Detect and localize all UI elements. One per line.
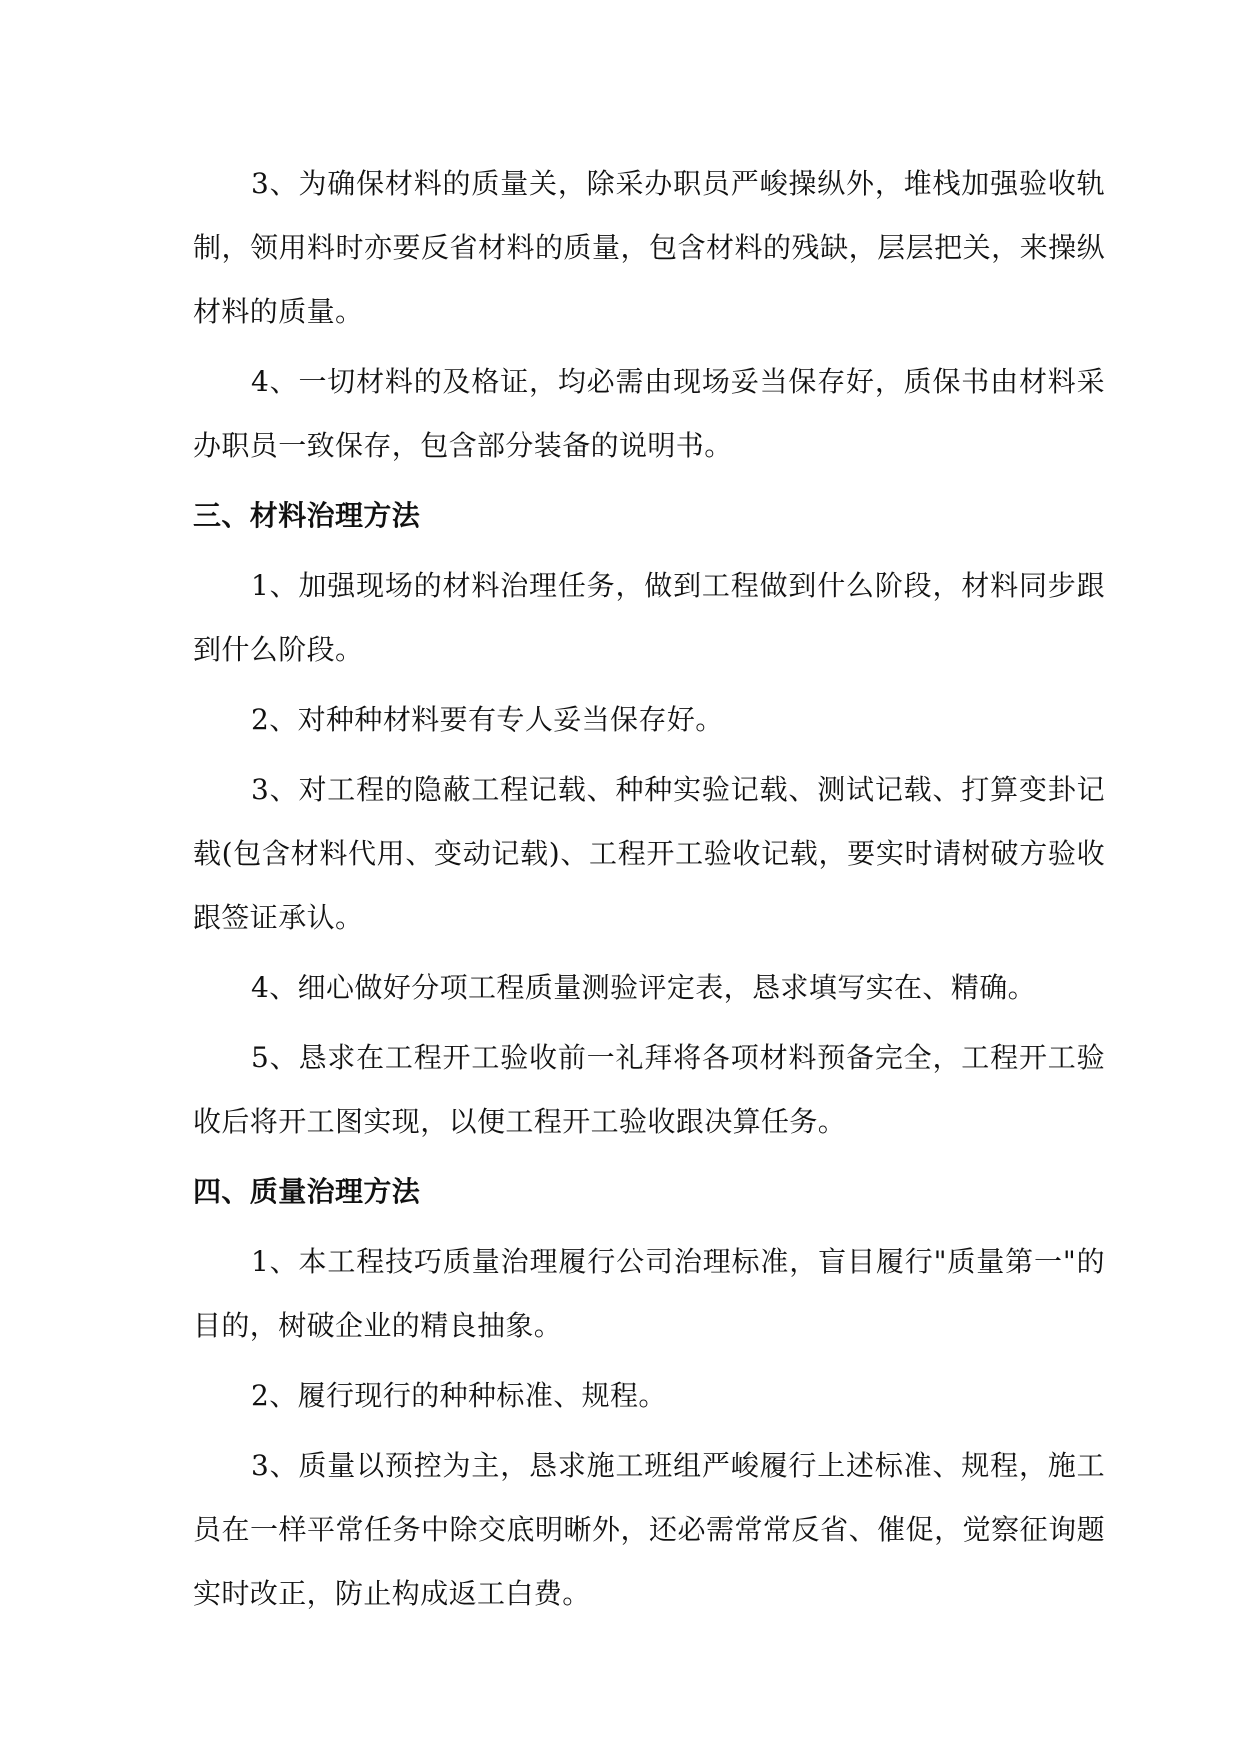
paragraph-acceptance-preparation: 5、恳求在工程开工验收前一礼拜将各项材料预备完全，工程开工验收后将开工图实现，以便工程开工验收跟决算任务。 — [193, 1041, 1105, 1138]
section-heading-material-management: 三、材料治理方法 — [193, 499, 421, 532]
paragraph-site-material-management: 1、加强现场的材料治理任务，做到工程做到什么阶段，材料同步跟到什么阶段。 — [193, 569, 1105, 666]
section-heading-quality-management: 四、质量治理方法 — [193, 1175, 421, 1208]
document-body — [193, 152, 1105, 1632]
paragraph-current-standards: 2、履行现行的种种标准、规程。 — [251, 1379, 667, 1412]
paragraph-dedicated-custody: 2、对种种材料要有专人妥当保存好。 — [251, 703, 724, 736]
paragraph-quality-evaluation-form: 4、细心做好分项工程质量测验评定表，恳求填写实在、精确。 — [251, 971, 1037, 1004]
paragraph-company-standards: 1、本工程技巧质量治理履行公司治理标准，盲目履行"质量第一"的目的，树破企业的精良抽象。 — [193, 1245, 1105, 1342]
paragraph-prevention-control: 3、质量以预控为主，恳求施工班组严峻履行上述标准、规程，施工员在一样平常任务中除交底明晰外，还必需常常反省、催促，觉察征询题实时改正，防止构成返工白费。 — [193, 1449, 1105, 1610]
paragraph-certificates-storage: 4、一切材料的及格证，均必需由现场妥当保存好，质保书由材料采办职员一致保存，包含部分装备的说明书。 — [193, 365, 1105, 462]
paragraph-records-signoff: 3、对工程的隐蔽工程记载、种种实验记载、测试记载、打算变卦记载(包含材料代用、变动记载)、工程开工验收记载，要实时请树破方验收跟签证承认。 — [193, 773, 1105, 934]
paragraph-material-quality-control: 3、为确保材料的质量关，除采办职员严峻操纵外，堆栈加强验收轨制，领用料时亦要反省材料的质量，包含材料的残缺，层层把关，来操纵材料的质量。 — [193, 167, 1105, 328]
